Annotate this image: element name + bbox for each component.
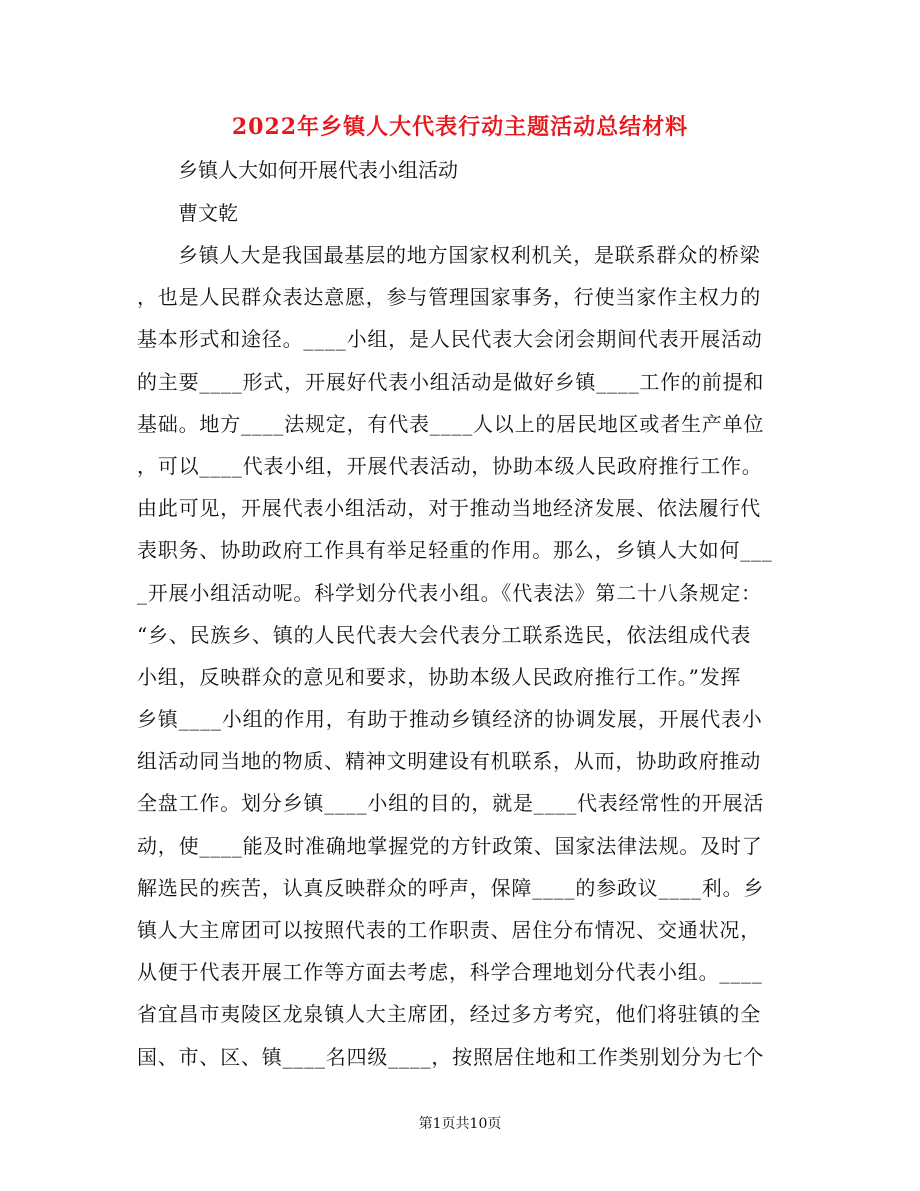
body-line: 组活动同当地的物质、精神文明建设有机联系，从而，协助政府推动 xyxy=(137,749,761,774)
body-line: ，也是人民群众表达意愿，参与管理国家事务，行使当家作主权力的 xyxy=(137,285,761,310)
document-subtitle: 乡镇人大如何开展代表小组活动 xyxy=(178,158,458,182)
body-line: 乡镇____小组的作用，有助于推动乡镇经济的协调发展，开展代表小 xyxy=(137,707,763,732)
body-line: 基础。地方____法规定，有代表____人以上的居民地区或者生产单位 xyxy=(137,411,765,436)
body-line: _开展小组活动呢。科学划分代表小组。《代表法》第二十八条规定： xyxy=(137,580,762,605)
body-line: 国、市、区、镇____名四级____，按照居住地和工作类别划分为七个 xyxy=(137,1044,765,1069)
body-line: ，可以____代表小组，开展代表活动，协助本级人民政府推行工作。 xyxy=(137,453,763,478)
page-number: 第1页共10页 xyxy=(418,1116,502,1132)
body-line: 从便于代表开展工作等方面去考虑，科学合理地划分代表小组。____ xyxy=(137,960,763,985)
body-line: 省宜昌市夷陵区龙泉镇人大主席团，经过多方考究，他们将驻镇的全 xyxy=(137,1002,761,1027)
body-line: 由此可见，开展代表小组活动，对于推动当地经济发展、依法履行代 xyxy=(137,496,761,521)
document-body xyxy=(137,237,787,1081)
body-line: 解选民的疾苦，认真反映群众的呼声，保障____的参政议____利。乡 xyxy=(137,875,765,900)
body-line: “乡、民族乡、镇的人民代表大会代表分工联系选民，依法组成代表 xyxy=(137,622,752,647)
body-line: 基本形式和途径。____小组，是人民代表大会闭会期间代表开展活动 xyxy=(137,327,763,352)
document-author: 曹文乾 xyxy=(178,201,238,225)
body-line: 动，使____能及时准确地掌握党的方针政策、国家法律法规。及时了 xyxy=(137,833,763,858)
body-line: 全盘工作。划分乡镇____小组的目的，就是____代表经常性的开展活 xyxy=(137,791,765,816)
document-title: 2022年乡镇人大代表行动主题活动总结材料 xyxy=(231,114,689,140)
body-line: 镇人大主席团可以按照代表的工作职责、居住分布情况、交通状况， xyxy=(137,918,761,942)
body-line: 小组，反映群众的意见和要求，协助本级人民政府推行工作。”发挥 xyxy=(137,664,742,689)
body-line: 的主要____形式，开展好代表小组活动是做好乡镇____工作的前提和 xyxy=(137,369,765,394)
body-line: 表职务、协助政府工作具有举足轻重的作用。那么，乡镇人大如何___ xyxy=(137,538,773,563)
body-line: 乡镇人大是我国最基层的地方国家权利机关，是联系群众的桥梁 xyxy=(178,243,761,267)
